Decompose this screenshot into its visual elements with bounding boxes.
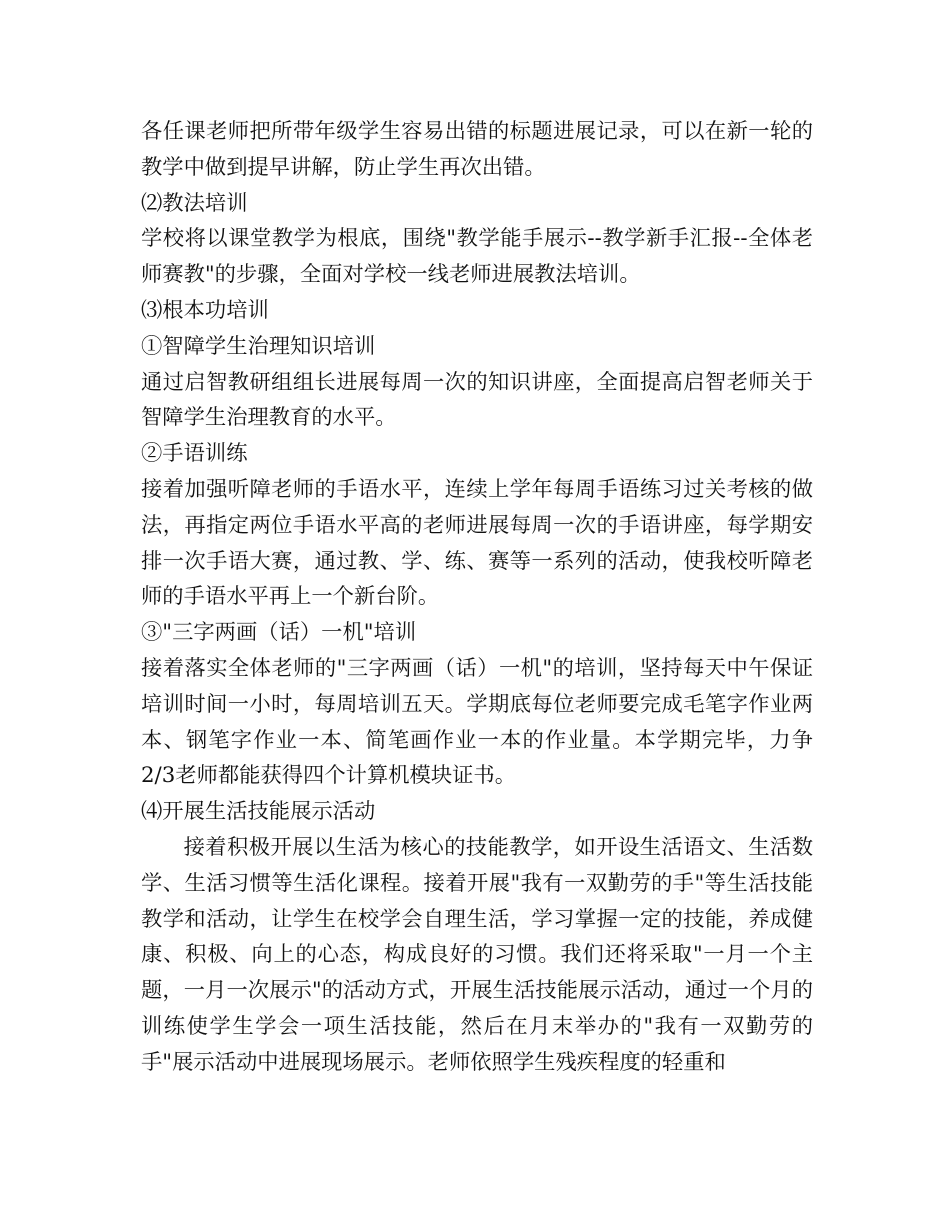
body-paragraph: 接着落实全体老师的"三字两画（话）一机"的培训，坚持每天中午保证培训时间一小时，每周培训五天。学期底每位老师要完成毛笔字作业两本、钢笔字作业一本、简笔画作业一本的作业量。本学期完毕，力争2/3老师都能获得四个计算机模块证书。 [141, 655, 813, 789]
subsection-heading: ①智障学生治理知识培训 [141, 333, 376, 359]
body-paragraph: 学校将以课堂教学为根底，围绕"教学能手展示--教学新手汇报--全体老师赛教"的步骤，全面对学校一线老师进展教法培训。 [141, 226, 813, 288]
body-paragraph: 各任课老师把所带年级学生容易出错的标题进展记录，可以在新一轮的教学中做到提早讲解，防止学生再次出错。 [141, 119, 813, 180]
section-heading: ⑶根本功培训 [141, 297, 269, 323]
subsection-heading: ③"三字两画（话）一机"培训 [141, 620, 417, 646]
section-heading: ⑷开展生活技能展示活动 [141, 799, 376, 825]
section-heading: ⑵教法培训 [141, 190, 248, 216]
document-body [141, 114, 813, 1081]
body-paragraph: 接着积极开展以生活为核心的技能教学，如开设生活语文、生活数学、生活习惯等生活化课程。接着开展"我有一双勤劳的手"等生活技能教学和活动，让学生在校学会自理生活，学习掌握一定的技能，养成健康、积极、向上的心态，构成良好的习惯。我们还将采取"一月一个主题，一月一次展示"的活动方式，开展生活技能展示活动，通过一个月的训练使学生学会一项生活技能，然后在月末举办的"我有一双勤劳的手"展示活动中进展现场展示。老师依照学生残疾程度的轻重和 [141, 834, 813, 1075]
body-paragraph: 通过启智教研组组长进展每周一次的知识讲座，全面提高启智老师关于智障学生治理教育的水平。 [141, 369, 813, 431]
body-paragraph: 接着加强听障老师的手语水平，连续上学年每周手语练习过关考核的做法，再指定两位手语水平高的老师进展每周一次的手语讲座，每学期安排一次手语大赛，通过教、学、练、赛等一系列的活动，使我校听障老师的手语水平再上一个新台阶。 [141, 476, 813, 610]
subsection-heading: ②手语训练 [141, 441, 248, 467]
